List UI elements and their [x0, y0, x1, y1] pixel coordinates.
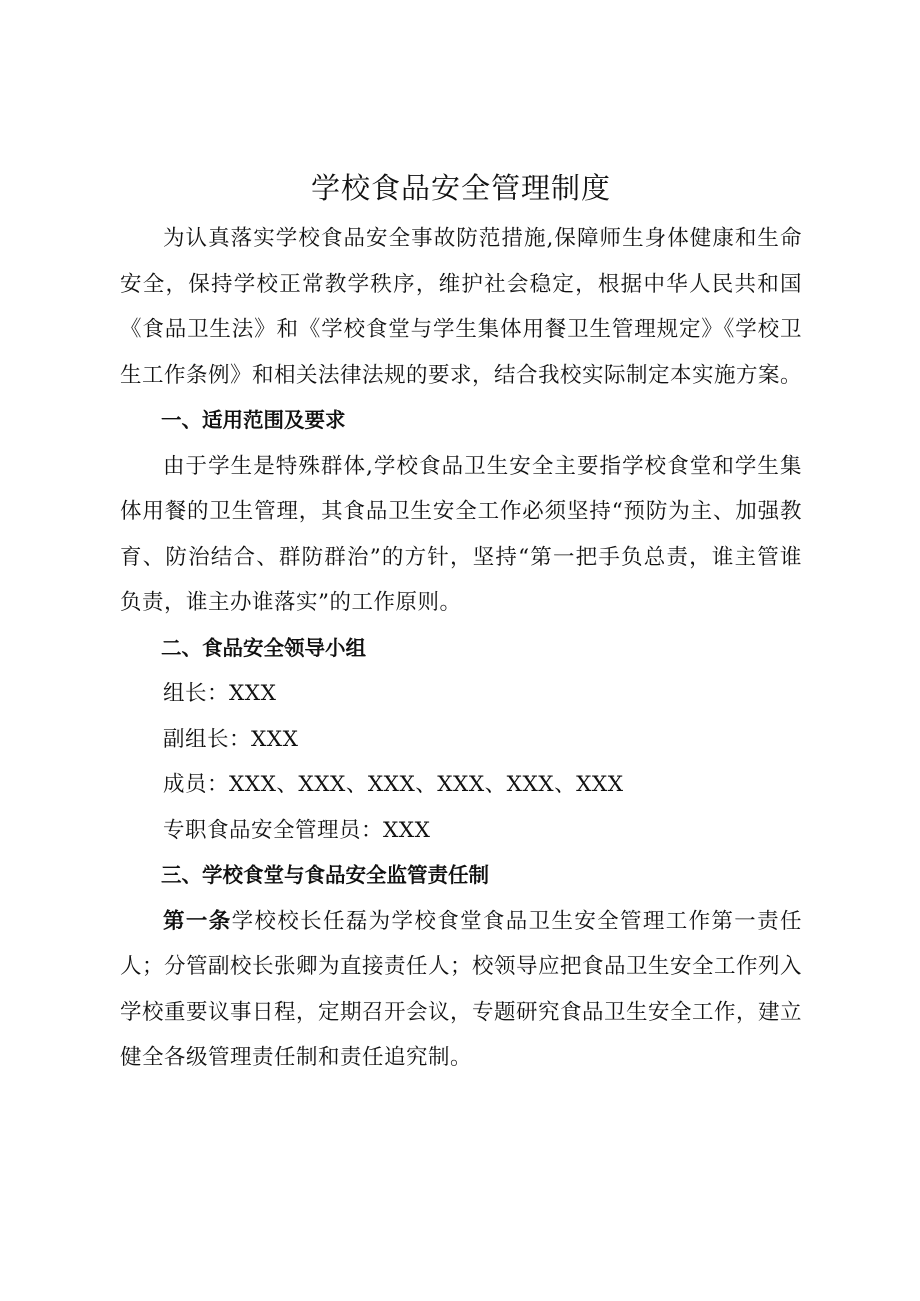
document-title: 学校食品安全管理制度	[310, 171, 611, 205]
deputy-leader-line: 副组长：XXX	[163, 726, 299, 752]
article-1-label: 第一条	[163, 908, 232, 934]
leader-line: 组长：XXX	[163, 681, 277, 706]
article-1-paragraph	[120, 899, 802, 1081]
scope-paragraph: 由于学生是特殊群体,学校食品卫生安全主要指学校食堂和学生集体用餐的卫生管理，其食品卫生安全工作必须坚持“预防为主、加强教育、防治结合、群防群治”的方针，坚持“第一把手负总责，谁主管谁负责，谁主办谁落实”的工作原则。	[120, 453, 802, 615]
members-line: 成员：XXX、XXX、XXX、XXX、XXX、XXX	[163, 772, 624, 797]
safety-manager-line: 专职食品安全管理员：XXX	[163, 817, 431, 843]
intro-paragraph: 为认真落实学校食品安全事故防范措施,保障师生身体健康和生命安全，保持学校正常教学秩序，维护社会稳定，根据中华人民共和国《食品卫生法》和《学校食堂与学生集体用餐卫生管理规定》《学校卫生工作条例》和相关法律法规的要求，结合我校实际制定本实施方案。	[120, 226, 803, 388]
section-heading-scope: 一、适用范围及要求	[161, 408, 346, 432]
article-1-text: 学校校长任磊为学校食堂食品卫生安全管理工作第一责任人；分管副校长张卿为直接责任人；校领导应把食品卫生安全工作列入学校重要议事日程，定期召开会议，专题研究食品卫生安全工作，建立健全各级管理责任制和责任追究制。	[120, 908, 803, 1070]
section-heading-leadership: 二、食品安全领导小组	[161, 635, 366, 660]
document-page	[120, 160, 802, 1081]
section-heading-responsibility: 三、学校食堂与食品安全监管责任制	[161, 863, 489, 887]
